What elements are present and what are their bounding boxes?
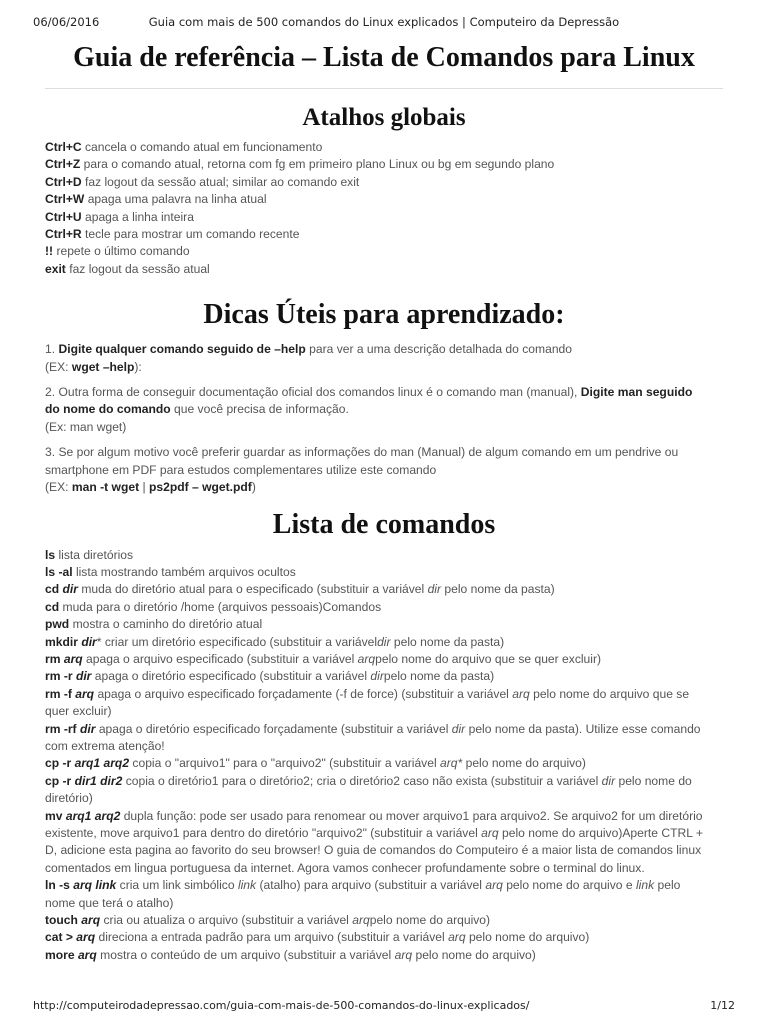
command-name: ln -s — [45, 878, 70, 893]
command-desc: D, adicione esta pagina ao favorito do seu browser! O guia de comandos do Computeiro é a maior lista de comandos linux — [45, 843, 702, 858]
command-var: dir — [377, 634, 391, 649]
tip-example-label: (EX: — [45, 359, 69, 374]
shortcuts-heading: Atalhos globais — [302, 104, 466, 131]
command-desc: pelo — [657, 878, 681, 893]
command-var: arq — [512, 686, 530, 701]
command-row — [45, 721, 723, 756]
tip-example-pipe: | — [142, 480, 146, 495]
command-var: arq — [481, 826, 499, 840]
command-var: arq* — [440, 756, 463, 771]
command-desc: pelo nome do arquivo)Aperte CTRL + — [502, 826, 703, 840]
shortcut-key: Ctrl+W — [45, 192, 85, 207]
command-row — [45, 877, 723, 912]
command-row — [45, 581, 723, 598]
command-desc: muda do diretório atual para o especificado (substituir a variável — [81, 582, 425, 597]
command-desc: pelo nome do arquivo e — [506, 878, 633, 893]
command-var: link — [237, 878, 257, 893]
shortcut-desc: apaga uma palavra na linha atual — [87, 192, 267, 207]
tip-text: para ver a uma descrição detalhada do comando — [309, 342, 572, 357]
command-desc: apaga o diretório especificado (substituir a variável — [94, 669, 368, 684]
command-arg: arq — [77, 947, 97, 962]
command-row — [45, 929, 723, 946]
command-desc: pelo nome do arquivo) — [369, 913, 491, 928]
command-row — [45, 651, 723, 668]
tip-text: smartphone em PDF para estudos complementares utilize este comando — [45, 462, 437, 477]
command-row — [45, 947, 723, 964]
command-var: dir — [601, 773, 616, 788]
command-desc: pelo nome do arquivo) — [465, 756, 586, 771]
command-arg: dir — [75, 669, 92, 684]
command-desc: lista diretórios — [58, 547, 134, 562]
tip-text: 2. Outra forma de conseguir documentação oficial dos comandos linux é o comando man (manual), — [45, 385, 578, 400]
command-desc: pelo nome da pasta) — [444, 582, 555, 597]
command-arg: arq — [63, 651, 83, 666]
tip-example-close: ): — [134, 359, 142, 374]
command-row — [45, 547, 723, 564]
shortcut-key: !! — [45, 244, 54, 259]
command-var: arq — [357, 651, 376, 666]
command-row — [45, 686, 723, 721]
command-arg: arq1 arq2 — [65, 808, 121, 823]
command-desc: pelo nome do arquivo) — [415, 947, 536, 962]
command-row — [45, 616, 723, 633]
tip-number: 1. — [45, 342, 56, 357]
command-arg: dir — [81, 634, 97, 649]
command-desc: apaga o arquivo especificado (substituir a variável — [86, 651, 355, 666]
command-row — [45, 599, 723, 616]
shortcut-desc: apaga a linha inteira — [85, 209, 194, 224]
command-desc: direciona a entrada padrão para um arquivo (substituir a variável — [98, 930, 445, 945]
shortcut-key: Ctrl+R — [45, 227, 82, 242]
command-row — [45, 634, 723, 651]
command-desc: pelo nome do arquivo) — [468, 930, 590, 945]
page-title: Guia de referência – Lista de Comandos para Linux — [73, 42, 695, 73]
command-var: arq — [448, 930, 466, 945]
shortcut-key: Ctrl+U — [45, 209, 82, 224]
command-desc: copia o "arquivo1" para o "arquivo2" (substituir a variável — [132, 756, 437, 771]
tip-example-label: (EX: — [45, 480, 69, 495]
command-row — [45, 755, 723, 772]
tip-item — [45, 444, 723, 496]
shortcut-desc: tecle para mostrar um comando recente — [85, 227, 300, 242]
print-header — [33, 15, 735, 31]
command-name: ls -al — [45, 564, 73, 579]
command-desc: com extrema atenção! — [45, 738, 165, 753]
command-name: rm -rf — [45, 721, 77, 736]
command-desc: apaga o arquivo especificado forçadamente (-f de force) (substituir a variável — [97, 686, 509, 701]
print-page-title: Guia com mais de 500 comandos do Linux explicados | Computeiro da Depressão — [148, 15, 620, 29]
tip-text: 3. Se por algum motivo você preferir guardar as informações do man (Manual) de algum comando em um pendrive ou — [45, 445, 679, 460]
command-desc: pelo nome do arquivo que se quer excluir) — [375, 651, 602, 666]
command-row — [45, 773, 723, 808]
shortcut-row — [45, 174, 723, 191]
command-name: rm — [45, 651, 61, 666]
command-row — [45, 912, 723, 929]
shortcuts-list — [45, 139, 723, 278]
command-desc: quer excluir) — [45, 704, 112, 719]
command-arg: arq1 arq2 — [74, 756, 130, 771]
print-footer — [33, 999, 735, 1015]
print-url: http://computeirodadepressao.com/guia-com-mais-de-500-comandos-do-linux-explicados/ — [33, 999, 530, 1012]
command-row — [45, 564, 723, 581]
command-desc: cria ou atualiza o arquivo (substituir a variável — [103, 913, 349, 928]
shortcut-desc: para o comando atual, retorna com fg em primeiro plano Linux ou bg em segundo plano — [83, 157, 555, 172]
command-name: cp -r — [45, 773, 72, 788]
tip-example: (Ex: man wget) — [45, 419, 127, 434]
tips-heading: Dicas Úteis para aprendizado: — [203, 299, 565, 331]
shortcut-row — [45, 191, 723, 208]
command-name: cat > — [45, 930, 73, 945]
command-var: arq — [485, 878, 503, 893]
shortcut-desc: faz logout da sessão atual; similar ao comando exit — [85, 174, 360, 189]
command-arg: dir1 dir2 — [74, 773, 123, 788]
command-desc: comentados em lingua portuguesa da internet. Agora vamos conhecer profundamente sobre o terminal do linux. — [45, 860, 645, 875]
command-name: rm -f — [45, 686, 72, 701]
divider — [45, 88, 723, 89]
command-var: dir — [451, 721, 466, 736]
command-desc: apaga o diretório especificado forçadamente (substituir a variável — [98, 721, 449, 736]
tip-bold: do nome do comando — [45, 402, 171, 417]
command-name: cd — [45, 599, 60, 614]
shortcut-row — [45, 226, 723, 243]
tip-item — [45, 384, 723, 436]
command-row — [45, 668, 723, 685]
tip-example-command: ps2pdf – wget.pdf — [149, 480, 252, 495]
tip-example-command: man -t wget — [71, 480, 140, 495]
shortcut-row — [45, 139, 723, 156]
command-desc: pelo nome da pasta). Utilize esse comando — [468, 721, 701, 736]
command-desc: (atalho) para arquivo (substituir a variável — [259, 878, 482, 893]
shortcut-row — [45, 209, 723, 226]
command-desc: nome que terá o atalho) — [45, 895, 174, 910]
shortcut-desc: cancela o comando atual em funcionamento — [85, 140, 323, 154]
tip-item — [45, 341, 723, 376]
command-arg: arq link — [73, 878, 117, 893]
command-desc: copia o diretório1 para o diretório2; cria o diretório2 caso não exista (substituir a variável — [125, 773, 599, 788]
shortcut-key: Ctrl+Z — [45, 157, 81, 172]
command-name: mkdir — [45, 634, 78, 649]
command-desc: pelo nome da pasta) — [393, 634, 505, 649]
command-desc: lista mostrando também arquivos ocultos — [75, 564, 296, 579]
article — [45, 38, 723, 964]
command-arg: arq — [81, 913, 101, 928]
command-var: link — [635, 878, 655, 893]
command-desc: mostra o conteúdo de um arquivo (substituir a variável — [100, 947, 392, 962]
commands-heading: Lista de comandos — [272, 508, 496, 540]
command-desc: cria um link simbólico — [119, 878, 235, 893]
command-arg: dir — [79, 721, 96, 736]
command-arg: dir — [62, 582, 78, 597]
shortcut-row — [45, 243, 723, 260]
command-var: dir — [370, 669, 384, 684]
command-row — [45, 808, 723, 878]
command-name: cp -r — [45, 756, 72, 771]
shortcut-desc: repete o último comando — [56, 244, 190, 259]
tip-bold: Digite man seguido — [580, 385, 693, 400]
command-name: rm -r — [45, 669, 73, 684]
shortcut-row — [45, 261, 723, 278]
tip-bold: Digite qualquer comando seguido de –help — [58, 342, 306, 357]
page-number: 1/12 — [710, 999, 735, 1012]
tip-example-close: ) — [251, 480, 256, 495]
command-desc: mostra o caminho do diretório atual — [72, 617, 263, 632]
tip-text: que você precisa de informação. — [174, 402, 349, 417]
command-name: mv — [45, 808, 63, 823]
command-name: cd — [45, 582, 60, 597]
shortcut-key: Ctrl+D — [45, 174, 82, 189]
command-var: dir — [427, 582, 442, 597]
command-arg: arq — [76, 930, 96, 945]
command-desc: dupla função: pode ser usado para renomear ou mover arquivo1 para arquivo2. Se arquivo2 for um diretório — [123, 808, 703, 823]
command-var: arq — [394, 947, 413, 962]
shortcut-key: Ctrl+C — [45, 140, 82, 154]
command-desc: * criar um diretório especificado (substituir a variável — [96, 634, 378, 649]
tips-list — [45, 341, 723, 496]
command-name: touch — [45, 913, 78, 928]
tip-example-command: wget –help — [71, 359, 135, 374]
command-desc: muda para o diretório /home (arquivos pessoais)Comandos — [62, 599, 382, 614]
command-desc: pelo nome da pasta) — [383, 669, 495, 684]
print-date: 06/06/2016 — [33, 15, 100, 29]
command-desc: diretório) — [45, 791, 93, 806]
shortcut-desc: faz logout da sessão atual — [69, 261, 210, 276]
shortcut-row — [45, 156, 723, 173]
commands-list — [45, 547, 723, 965]
shortcut-key: exit — [45, 261, 66, 276]
command-name: more — [45, 947, 75, 962]
command-name: ls — [45, 547, 56, 562]
command-desc: pelo nome do arquivo que se — [533, 686, 690, 701]
command-var: arq — [352, 913, 370, 928]
command-arg: arq — [75, 686, 95, 701]
command-desc: pelo nome do — [618, 773, 692, 788]
command-name: pwd — [45, 617, 70, 632]
command-desc: existente, move arquivo1 para dentro do diretório "arquivo2" (substituir a variável — [45, 826, 478, 840]
